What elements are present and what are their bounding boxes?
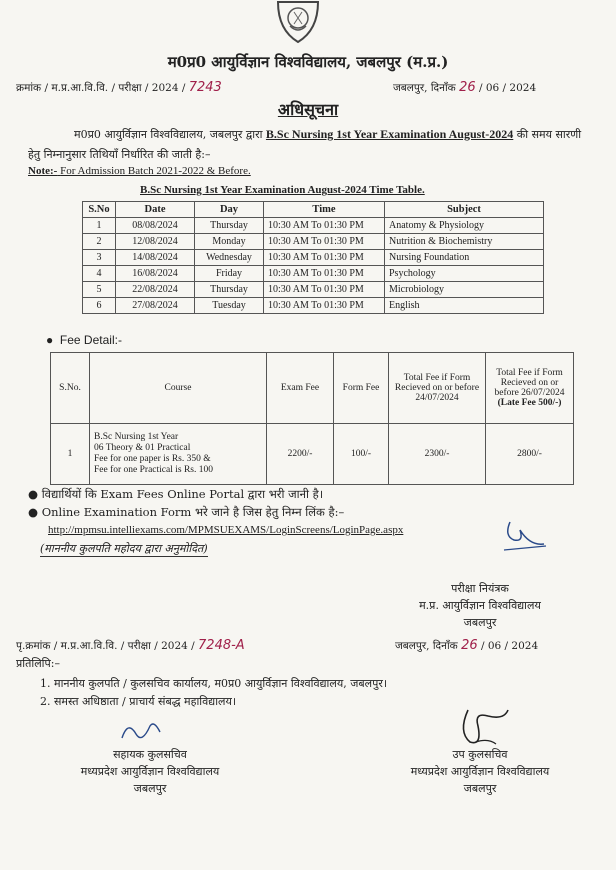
university-emblem-icon [272, 0, 324, 44]
fee-detail-heading: ● Fee Detail:- [46, 333, 122, 347]
assistant-registrar-block: सहायक कुलसचिव मध्यप्रदेश आयुर्विज्ञान विश्वविद्यालय जबलपुर [80, 748, 220, 795]
col-subject: Subject [385, 202, 544, 218]
table-row: 5 22/08/2024 Thursday 10:30 AM To 01:30 PM Microbiology [83, 282, 544, 298]
exam-controller-block: परीक्षा नियंत्रक म.प्र. आयुर्विज्ञान विश्वविद्यालय जबलपुर [419, 582, 541, 629]
reference-number: क्रमांक / म.प्र.आ.वि.वि. / परीक्षा / 2024 / 7243 [16, 80, 222, 95]
table-row: 6 27/08/2024 Tuesday 10:30 AM To 01:30 PM English [83, 298, 544, 314]
university-name: म0प्र0 आयुर्विज्ञान विश्वविद्यालय, जबलपुर (म.प्र.) [167, 53, 449, 71]
late-fee-label: (Late Fee 500/-) [497, 398, 562, 408]
deputy-registrar-block: उप कुलसचिव मध्यप्रदेश आयुर्विज्ञान विश्वविद्यालय जबलपुर [410, 748, 550, 795]
bullet-icon: ● [28, 487, 39, 501]
copy-reference-number: पृ.क्रमांक / म.प्र.आ.वि.वि. / परीक्षा / 2024 / 7248-A [16, 638, 245, 653]
copy-date: जबलपुर, दिनाँक 26 / 06 / 2024 [395, 638, 539, 653]
table-row: 1 B.Sc Nursing 1st Year 06 Theory & 01 Practical Fee for one paper is Rs. 350 & Fee for one Practical is Rs. 100 2200/- 100/- 2300/- 2800/- [51, 424, 574, 485]
table-row: 1 08/08/2024 Thursday 10:30 AM To 01:30 PM Anatomy & Physiology [83, 218, 544, 234]
bullet-icon: ● [28, 505, 39, 519]
table-row: 4 16/08/2024 Friday 10:30 AM To 01:30 PM Psychology [83, 266, 544, 282]
exam-title: B.Sc Nursing 1st Year Examination August-2024 [265, 127, 514, 141]
timetable-title: B.Sc Nursing 1st Year Examination August-2024 Time Table. [140, 184, 425, 196]
notification-heading: अधिसूचना [277, 100, 339, 119]
handwritten-copy-ref: 7248-A [198, 638, 245, 653]
online-fee-bullet: ● विद्यार्थियों कि Exam Fees Online Portal द्वारा भरी जानी है। [28, 487, 324, 501]
online-form-bullet: ● Online Examination Form भरे जाने है जिस हेतु निम्न लिंक है:– [28, 505, 345, 519]
table-row: 2 12/08/2024 Monday 10:30 AM To 01:30 PM Nutrition & Biochemistry [83, 234, 544, 250]
handwritten-ref-number: 7243 [188, 80, 222, 95]
vc-approval-note: (माननीय कुलपति महोदय द्वारा अनुमोदित) [40, 542, 208, 555]
notification-paragraph: म0प्र0 आयुर्विज्ञान विश्वविद्यालय, जबलपुर द्वारा B.Sc Nursing 1st Year Examination August-2024 की समय सारणी हेतु निम्नानुसार तिथियाँ निर्धारित की जाती है:– [28, 127, 582, 161]
handwritten-date-day: 26 [459, 80, 476, 95]
col-date: Date [116, 202, 195, 218]
batch-note: Note:- For Admission Batch 2021-2022 & Before. [28, 165, 251, 177]
table-row: 3 14/08/2024 Wednesday 10:30 AM To 01:30 PM Nursing Foundation [83, 250, 544, 266]
copy-item: 1. माननीय कुलपति / कुलसचिव कार्यालय, म0प्र0 आयुर्विज्ञान विश्वविद्यालय, जबलपुर। [40, 677, 388, 690]
col-day: Day [195, 202, 264, 218]
issue-date: जबलपुर, दिनाँक 26 / 06 / 2024 [393, 80, 537, 95]
copy-to-label: प्रतिलिपि:– [16, 657, 60, 670]
exam-portal-link[interactable]: http://mpmsu.intelliexams.com/MPMSUEXAMS/LoginScreens/LoginPage.aspx [48, 524, 404, 536]
exam-timetable [82, 201, 544, 314]
col-sno: S.No [83, 202, 116, 218]
copy-item: 2. समस्त अधिष्ठाता / प्राचार्य संबद्ध महाविद्यालय। [40, 695, 237, 708]
col-time: Time [264, 202, 385, 218]
fee-table: S.No. Course Exam Fee Form Fee Total Fee if Form Recieved on or before 24/07/2024 Total Fee if Form Recieved on or before 26/07/2024 (Late Fee 500/-) 1 B.Sc Nursing 1st Year 06 Theory & 01 Practical Fee for one paper is Rs. 350 & Fee for one Practical is Rs. 100 2200/- 100/- 2300/- 2800/- [50, 352, 574, 485]
handwritten-copy-day: 26 [461, 638, 478, 653]
bullet-icon: ● [46, 333, 54, 347]
signature-controller-icon [500, 516, 550, 560]
